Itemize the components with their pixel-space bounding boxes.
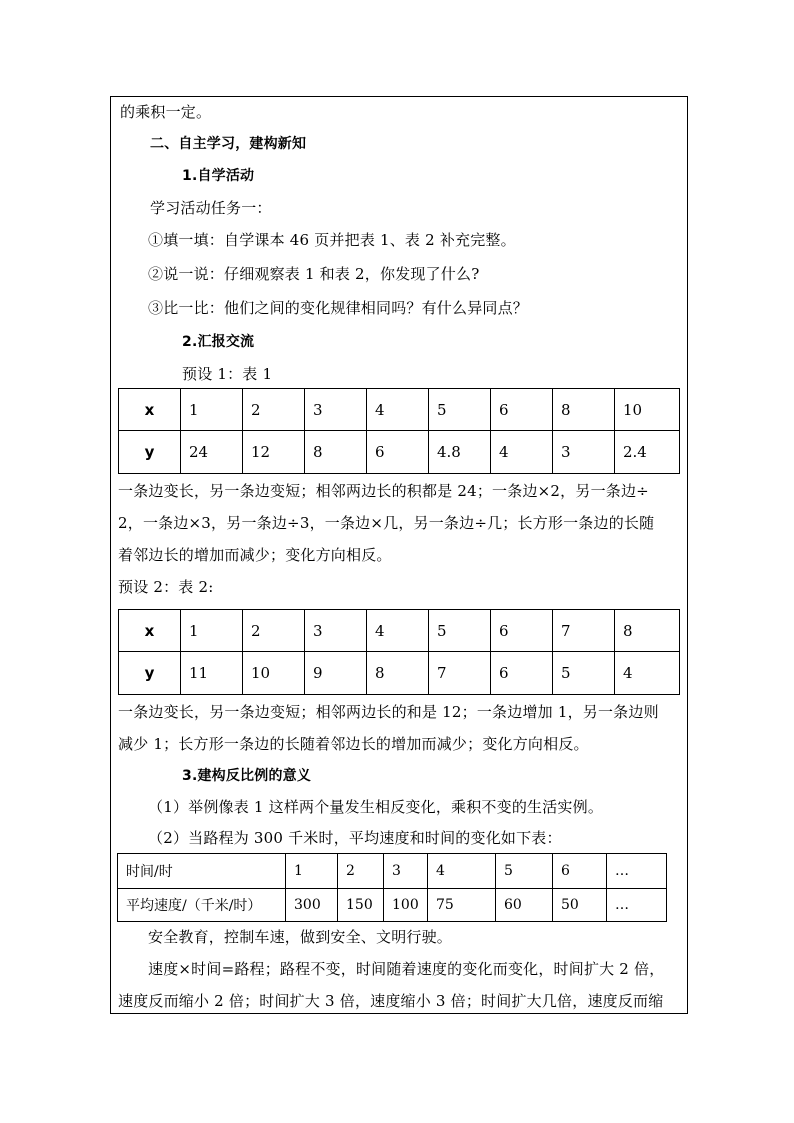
- table-cell: 8: [305, 431, 367, 474]
- subsection-heading: 1.自学活动: [182, 168, 255, 184]
- text-line: 预设 2：表 2:: [118, 578, 214, 596]
- table-cell: 5: [429, 610, 491, 652]
- table-cell: x: [119, 610, 181, 652]
- table-2: [118, 609, 680, 695]
- table-cell: 75: [428, 889, 496, 922]
- table-row: [119, 431, 680, 474]
- table-cell: …: [607, 889, 667, 922]
- table-1: [118, 388, 680, 474]
- text-line: 预设 1：表 1: [182, 365, 273, 383]
- paragraph-line: 一条边变长，另一条边变短；相邻两边长的和是 12；一条边增加 1，另一条边则: [118, 703, 659, 721]
- text-line: 学习活动任务一：: [150, 199, 272, 217]
- table-cell: 6: [367, 431, 429, 474]
- table-cell: 4: [367, 389, 429, 431]
- paragraph-line: 速度反而缩小 2 倍；时间扩大 3 倍，速度缩小 3 倍；时间扩大几倍，速度反而缩: [118, 992, 664, 1010]
- table-row: [118, 854, 667, 889]
- table-cell: 1: [286, 854, 338, 889]
- table-cell: 3: [305, 389, 367, 431]
- table-cell: 2: [243, 610, 305, 652]
- table-row: [118, 889, 667, 922]
- table-cell: 4: [428, 854, 496, 889]
- table-cell: 5: [553, 652, 615, 695]
- table-cell: 平均速度/（千米/时）: [118, 889, 286, 922]
- table-cell: …: [607, 854, 667, 889]
- table-cell: 6: [491, 652, 553, 695]
- table-row: [119, 610, 680, 652]
- table-cell: 4: [367, 610, 429, 652]
- table-cell: 10: [243, 652, 305, 695]
- paragraph-line: 减少 1；长方形一条边的长随着邻边长的增加而减少；变化方向相反。: [118, 735, 589, 753]
- table-cell: 11: [181, 652, 243, 695]
- table-cell: 1: [181, 610, 243, 652]
- table-cell: 150: [338, 889, 384, 922]
- table-cell: 5: [429, 389, 491, 431]
- table-cell: 60: [496, 889, 553, 922]
- table-cell: 12: [243, 431, 305, 474]
- table-cell: 7: [553, 610, 615, 652]
- task-item: ①填一填：自学课本 46 页并把表 1、表 2 补充完整。: [148, 231, 516, 249]
- table-cell: 2.4: [615, 431, 680, 474]
- subsection-heading: 3.建构反比例的意义: [182, 768, 312, 784]
- table-cell: 7: [429, 652, 491, 695]
- paragraph-line: 一条边变长，另一条边变短；相邻两边长的积都是 24；一条边×2，另一条边÷: [118, 482, 649, 500]
- table-cell: 4: [491, 431, 553, 474]
- table-cell: 6: [491, 610, 553, 652]
- table-3: [117, 853, 667, 922]
- table-cell: 8: [615, 610, 680, 652]
- paragraph-line: 2，一条边×3，另一条边÷3，一条边×几，另一条边÷几；长方形一条边的长随: [118, 514, 655, 532]
- table-cell: y: [119, 652, 181, 695]
- table-cell: 9: [305, 652, 367, 695]
- paragraph-line: 着邻边长的增加而减少；变化方向相反。: [118, 546, 392, 564]
- table-cell: 8: [553, 389, 615, 431]
- table-cell: 8: [367, 652, 429, 695]
- text-line: （2）当路程为 300 千米时，平均速度和时间的变化如下表：: [148, 829, 562, 847]
- table-cell: 3: [553, 431, 615, 474]
- task-item: ②说一说：仔细观察表 1 和表 2，你发现了什么?: [148, 265, 480, 283]
- table-cell: x: [119, 389, 181, 431]
- table-cell: 5: [496, 854, 553, 889]
- table-row: [119, 652, 680, 695]
- table-cell: 100: [384, 889, 428, 922]
- table-cell: 2: [338, 854, 384, 889]
- table-row: [119, 389, 680, 431]
- text-line: 安全教育，控制车速，做到安全、文明行驶。: [148, 928, 453, 946]
- table-cell: 50: [553, 889, 607, 922]
- paragraph-line: 速度×时间=路程；路程不变，时间随着速度的变化而变化，时间扩大 2 倍，: [148, 960, 665, 978]
- subsection-heading: 2.汇报交流: [182, 334, 255, 350]
- task-item: ③比一比：他们之间的变化规律相同吗？有什么异同点？: [148, 299, 529, 317]
- table-cell: 3: [305, 610, 367, 652]
- text-line: 的乘积一定。: [120, 103, 212, 121]
- table-cell: 24: [181, 431, 243, 474]
- section-heading: 二、自主学习，建构新知: [150, 136, 307, 152]
- table-cell: 2: [243, 389, 305, 431]
- table-cell: y: [119, 431, 181, 474]
- table-cell: 时间/时: [118, 854, 286, 889]
- table-cell: 10: [615, 389, 680, 431]
- table-cell: 6: [553, 854, 607, 889]
- table-cell: 6: [491, 389, 553, 431]
- table-cell: 300: [286, 889, 338, 922]
- table-cell: 4: [615, 652, 680, 695]
- table-cell: 4.8: [429, 431, 491, 474]
- table-cell: 3: [384, 854, 428, 889]
- text-line: （1）举例像表 1 这样两个量发生相反变化，乘积不变的生活实例。: [148, 798, 604, 816]
- table-cell: 1: [181, 389, 243, 431]
